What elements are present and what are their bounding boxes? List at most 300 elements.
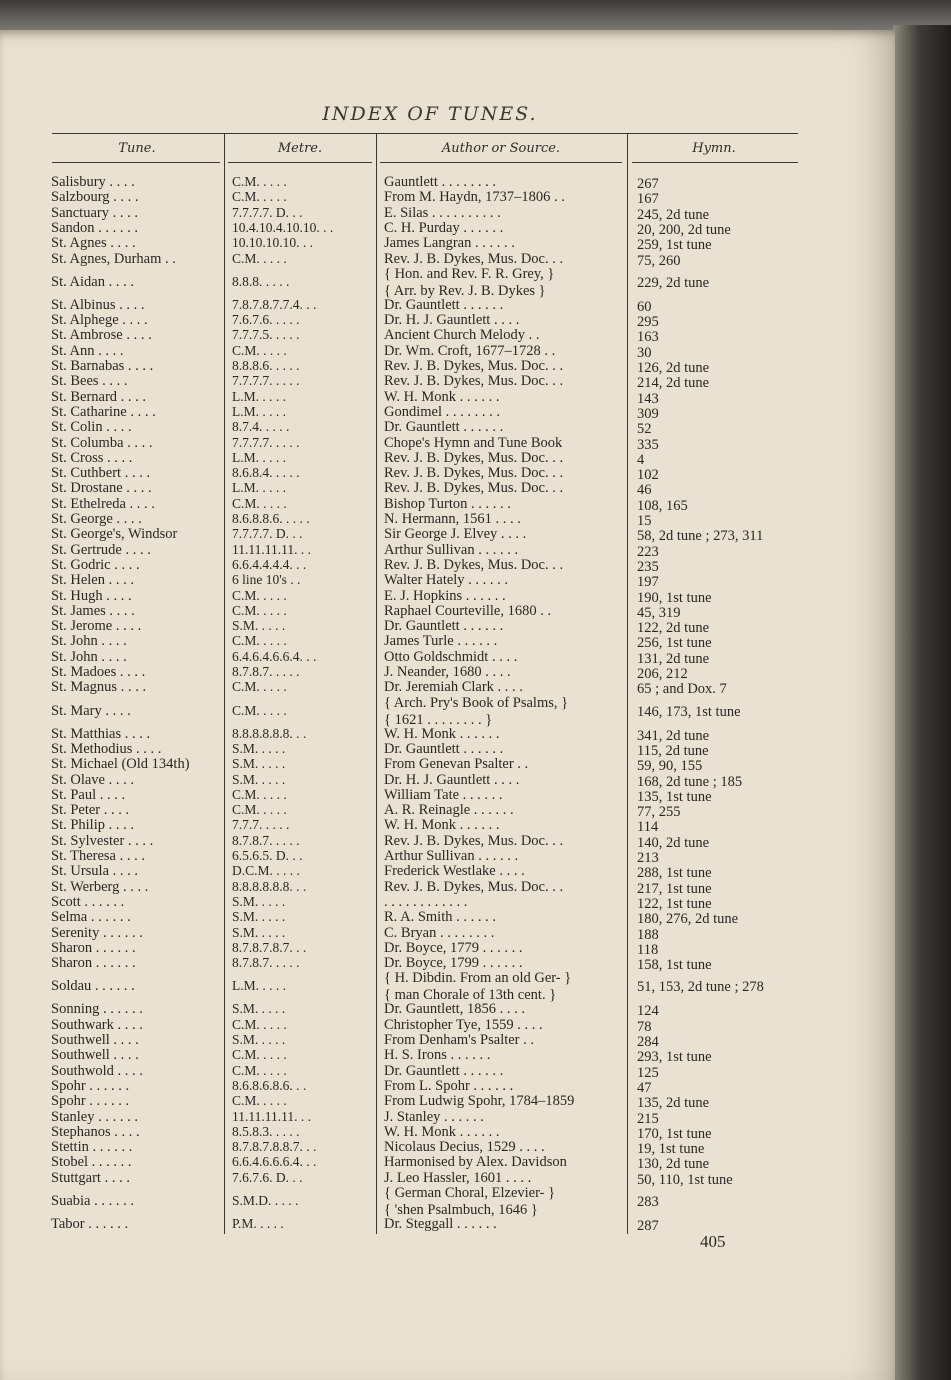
header-underline: [632, 162, 798, 163]
tune-metre: L.M. . . . .: [232, 480, 286, 496]
tune-source: Rev. J. B. Dykes, Mus. Doc. . .: [384, 480, 564, 497]
tune-source: Rev. J. B. Dykes, Mus. Doc. . .: [384, 832, 564, 849]
tune-source: James Langran . . . . . .: [384, 235, 515, 252]
table-row: [0, 480, 860, 499]
hymn-numbers: 309: [637, 405, 659, 422]
tune-source: J. Leo Hassler, 1601 . . . .: [384, 1169, 532, 1186]
tune-source: R. A. Smith . . . . . .: [384, 909, 496, 926]
hymn-numbers: 51, 153, 2d tune ; 278: [637, 979, 764, 996]
table-row: [0, 419, 860, 438]
tune-metre: C.M. . . . .: [232, 1062, 287, 1078]
table-row: [0, 1016, 860, 1035]
table-row: [0, 388, 860, 407]
table-row: [0, 1139, 860, 1158]
hymn-numbers: 267: [637, 176, 659, 192]
tune-source-line: { 1621 . . . . . . . . }: [384, 711, 493, 728]
table-row: [0, 694, 860, 728]
page-title: INDEX OF TUNES.: [322, 103, 538, 125]
tune-source: . . . . . . . . . . . .: [384, 893, 468, 910]
tune-metre: 8.7.8.7. . . . .: [232, 955, 300, 971]
tune-name: Sharon . . . . . .: [51, 955, 136, 972]
tune-name: St. Cross . . . .: [51, 449, 133, 466]
tune-metre: 6.5.6.5. D. . .: [232, 848, 303, 863]
hymn-numbers: 52: [637, 421, 652, 438]
hymn-numbers: 15: [637, 513, 652, 529]
tune-metre: 6.6.4.6.6.6.4. . .: [232, 1154, 317, 1170]
hymn-numbers: 122, 2d tune: [637, 620, 710, 637]
tune-metre: 8.7.8.7. . . . .: [232, 664, 300, 679]
table-row: [0, 572, 860, 591]
hymn-numbers: 223: [637, 543, 659, 560]
hymn-numbers: 126, 2d tune: [637, 360, 710, 376]
table-row: [0, 511, 860, 529]
tune-metre: C.M. . . . .: [232, 174, 287, 189]
hymn-numbers: 146, 173, 1st tune: [637, 703, 741, 720]
tune-metre: 11.11.11.11. . .: [232, 1108, 311, 1124]
table-row: [0, 1108, 860, 1127]
hymn-numbers: 45, 319: [637, 604, 681, 621]
tune-metre: 10.10.10.10. . .: [232, 235, 313, 251]
column-header-source: Author or Source.: [441, 141, 561, 156]
tune-metre: 11.11.11.11. . .: [232, 541, 311, 557]
table-row: [0, 373, 860, 392]
tune-source: Dr. H. J. Gauntlett . . . .: [384, 771, 520, 788]
tune-source: From M. Haydn, 1737–1806 . .: [384, 189, 565, 206]
hymn-numbers: 115, 2d tune: [637, 742, 709, 759]
tune-metre: 8.8.8. . . . .: [232, 273, 290, 289]
tune-name: St. Philip . . . .: [51, 817, 134, 834]
tune-metre: L.M. . . . .: [232, 388, 286, 404]
tune-source: Arthur Sullivan . . . . . .: [384, 848, 519, 864]
tune-name: St. Jerome . . . .: [51, 618, 142, 635]
tune-name: Spohr . . . . . .: [51, 1093, 130, 1110]
table-row: [0, 1077, 860, 1096]
tune-metre: C.M. . . . .: [232, 342, 287, 358]
table-row: [0, 1154, 860, 1173]
tune-metre: 6.4.6.4.6.6.4. . .: [232, 648, 317, 664]
hymn-numbers: 135, 2d tune: [637, 1095, 710, 1112]
table-row: [0, 1169, 860, 1188]
tune-source: Arthur Sullivan . . . . . .: [384, 541, 519, 558]
tune-source-line: { German Choral, Elzevier- }: [384, 1185, 556, 1201]
hymn-numbers: 19, 1st tune: [637, 1141, 705, 1158]
tune-source: J. Neander, 1680 . . . .: [384, 664, 511, 680]
tune-source: A. R. Reinagle . . . . . .: [384, 802, 514, 819]
tune-source: Rev. J. B. Dykes, Mus. Doc. . .: [384, 358, 564, 374]
table-row: [0, 893, 860, 912]
hymn-numbers: 118: [637, 941, 659, 958]
tune-source-line: { H. Dibdin. From an old Ger- }: [384, 970, 572, 987]
header-rule: [52, 133, 798, 134]
tune-metre: 6 line 10's . .: [232, 572, 301, 588]
tune-source-line: { Arch. Pry's Book of Psalms, }: [384, 694, 569, 711]
tune-source: H. S. Irons . . . . . .: [384, 1047, 491, 1064]
tune-source: From L. Spohr . . . . . .: [384, 1077, 514, 1094]
tune-name: St. Werberg . . . .: [51, 878, 149, 895]
tune-source: Bishop Turton . . . . . .: [384, 495, 511, 512]
tune-name: St. Godric . . . .: [51, 556, 140, 573]
hymn-numbers: 77, 255: [637, 804, 681, 821]
table-row: [0, 235, 860, 254]
tune-source: Dr. Wm. Croft, 1677–1728 . .: [384, 342, 556, 359]
tune-name: St. Catharine . . . .: [51, 403, 156, 420]
tune-name: St. Peter . . . .: [51, 802, 130, 819]
tune-name: St. Bees . . . .: [51, 373, 128, 390]
tune-source: Rev. J. B. Dykes, Mus. Doc. . .: [384, 373, 564, 390]
tune-source: Sir George J. Elvey . . . .: [384, 526, 527, 543]
tune-name: Sandon . . . . . .: [51, 219, 138, 236]
hymn-numbers: 214, 2d tune: [637, 375, 710, 392]
tune-source: Rev. J. B. Dykes, Mus. Doc. . .: [384, 878, 564, 895]
table-row: [0, 924, 860, 943]
tune-source-line: { man Chorale of 13th cent. }: [384, 987, 557, 1004]
tune-name: St. John . . . .: [51, 648, 127, 665]
tune-metre: C.M. . . . .: [232, 495, 287, 511]
tune-metre: 7.6.7.6. . . . .: [232, 312, 300, 328]
tune-metre: 8.8.8.8.8.8. . .: [232, 878, 307, 894]
column-header-hymn: Hymn.: [692, 141, 736, 156]
table-row: [0, 189, 860, 208]
tune-name: St. James . . . .: [51, 602, 135, 619]
tune-source-line: { Hon. and Rev. F. R. Grey, }: [384, 265, 555, 282]
hymn-numbers: 47: [637, 1079, 652, 1096]
tune-metre: 8.8.8.6. . . . .: [232, 358, 300, 373]
tune-name: St. Cuthbert . . . .: [51, 465, 151, 482]
table-row: [0, 878, 860, 897]
table-row: [0, 434, 860, 453]
tune-source: Dr. Boyce, 1779 . . . . . .: [384, 939, 523, 956]
tune-metre: S.M. . . . .: [232, 893, 286, 909]
table-row: [0, 786, 860, 805]
tune-name: St. George . . . .: [51, 511, 142, 527]
tune-metre: C.M. . . . .: [232, 679, 287, 695]
tune-source: From Genevan Psalter . .: [384, 756, 529, 773]
tune-source: Dr. Boyce, 1799 . . . . . .: [384, 955, 523, 972]
hymn-numbers: 188: [637, 926, 659, 943]
table-row: [0, 296, 860, 315]
hymn-numbers: 259, 1st tune: [637, 237, 712, 254]
hymn-numbers: 229, 2d tune: [637, 274, 710, 291]
table-row: [0, 832, 860, 851]
tune-metre: 7.7.7.7. D. . .: [232, 204, 303, 220]
hymn-numbers: 122, 1st tune: [637, 895, 712, 912]
tune-source: Gauntlett . . . . . . . .: [384, 174, 496, 190]
tune-source: Dr. Gauntlett . . . . . .: [384, 618, 504, 635]
tune-name: Stuttgart . . . .: [51, 1169, 130, 1186]
tune-source: E. J. Hopkins . . . . . .: [384, 587, 506, 604]
table-row: [0, 541, 860, 560]
tune-source: Frederick Westlake . . . .: [384, 863, 525, 880]
column-header-tune: Tune.: [118, 141, 156, 156]
tune-metre: S.M. . . . .: [232, 909, 286, 925]
tune-name: St. Methodius . . . .: [51, 740, 162, 757]
tune-name: St. Ursula . . . .: [51, 863, 138, 880]
tune-name: St. Ethelreda . . . .: [51, 495, 155, 512]
tune-name: Sonning . . . . . .: [51, 1001, 143, 1018]
hymn-numbers: 256, 1st tune: [637, 635, 712, 652]
tune-metre: 8.6.8.8.6. . . . .: [232, 511, 310, 526]
hymn-numbers: 170, 1st tune: [637, 1125, 712, 1142]
hymn-numbers: 143: [637, 390, 659, 407]
tune-metre: S.M. . . . .: [232, 1032, 286, 1047]
table-row: [0, 1062, 860, 1081]
table-row: [0, 756, 860, 775]
header-underline: [52, 162, 220, 163]
tune-name: Stobel . . . . . .: [51, 1154, 132, 1171]
tune-name: Stettin . . . . . .: [51, 1139, 133, 1156]
table-row: [0, 848, 860, 866]
tune-source: Chope's Hymn and Tune Book: [384, 434, 563, 451]
hymn-numbers: 59, 90, 155: [637, 758, 703, 775]
tune-name: St. Drostane . . . .: [51, 480, 152, 497]
hymn-numbers: 78: [637, 1018, 652, 1035]
page-number: 405: [700, 1232, 726, 1251]
tune-name: St. Theresa . . . .: [51, 848, 145, 864]
tune-metre: L.M. . . . .: [232, 978, 286, 994]
tune-name: St. Alphege . . . .: [51, 312, 148, 329]
tune-name: Scott . . . . . .: [51, 893, 125, 910]
tune-name: Southwell . . . .: [51, 1047, 139, 1064]
tune-name: St. Barnabas . . . .: [51, 358, 154, 374]
table-row: [0, 955, 860, 974]
tune-name: Southwold . . . .: [51, 1062, 143, 1079]
tune-metre: C.M. . . . .: [232, 1016, 287, 1032]
tune-source: Walter Hately . . . . . .: [384, 572, 509, 589]
tune-source: Otto Goldschmidt . . . .: [384, 648, 518, 665]
tune-name: St. Columba . . . .: [51, 434, 153, 451]
tune-metre: S.M. . . . .: [232, 771, 286, 787]
tune-source: W. H. Monk . . . . . .: [384, 817, 500, 834]
table-row: [0, 358, 860, 376]
tune-name: St. Sylvester . . . .: [51, 832, 154, 849]
table-row: [0, 648, 860, 667]
tune-source: Rev. J. B. Dykes, Mus. Doc. . .: [384, 449, 564, 466]
tune-name: Stanley . . . . . .: [51, 1108, 138, 1125]
tune-metre: S.M. . . . .: [232, 618, 286, 634]
table-row: [0, 204, 860, 223]
tune-source: Rev. J. B. Dykes, Mus. Doc. . .: [384, 250, 564, 267]
hymn-numbers: 65 ; and Dox. 7: [637, 681, 727, 698]
hymn-numbers: 50, 110, 1st tune: [637, 1171, 733, 1188]
tune-metre: 7.7.7.7. D. . .: [232, 526, 303, 542]
tune-name: Soldau . . . . . .: [51, 978, 135, 995]
tune-source: From Ludwig Spohr, 1784–1859: [384, 1093, 575, 1110]
tune-source: Gondimel . . . . . . . .: [384, 403, 500, 420]
book-spine: [893, 25, 951, 1380]
tune-name: St. John . . . .: [51, 633, 127, 650]
table-row: [0, 1047, 860, 1066]
table-row: [0, 526, 860, 545]
table-row: [0, 174, 860, 192]
tune-name: Southwark . . . .: [51, 1016, 143, 1033]
table-row: [0, 679, 860, 698]
hymn-numbers: 20, 200, 2d tune: [637, 221, 731, 238]
table-row: [0, 449, 860, 468]
tune-source: Dr. Jeremiah Clark . . . .: [384, 679, 523, 696]
hymn-numbers: 295: [637, 314, 659, 331]
hymn-numbers: 287: [637, 1218, 659, 1234]
table-row: [0, 250, 860, 269]
table-row: [0, 939, 860, 958]
tune-metre: S.M.D. . . . .: [232, 1193, 299, 1208]
tune-source: Raphael Courteville, 1680 . .: [384, 602, 552, 619]
tune-name: Salzbourg . . . .: [51, 189, 139, 206]
tune-source: J. Stanley . . . . . .: [384, 1108, 484, 1125]
table-row: [0, 1093, 860, 1112]
tune-source: E. Silas . . . . . . . . . .: [384, 204, 501, 221]
tune-name: St. Agnes, Durham . .: [51, 250, 176, 267]
table-row: [0, 587, 860, 606]
hymn-numbers: 168, 2d tune ; 185: [637, 773, 743, 790]
tune-source: [384, 266, 617, 300]
table-row: [0, 802, 860, 821]
tune-source: James Turle . . . . . .: [384, 633, 498, 650]
tune-source: William Tate . . . . . .: [384, 786, 503, 803]
column-header-metre: Metre.: [277, 141, 323, 156]
tune-source: Harmonised by Alex. Davidson: [384, 1154, 567, 1171]
hymn-numbers: 190, 1st tune: [637, 589, 712, 606]
tune-metre: C.M. . . . .: [232, 250, 287, 266]
tune-source: [384, 1185, 617, 1219]
tune-source: Dr. Gauntlett . . . . . .: [384, 296, 504, 313]
tune-metre: C.M. . . . .: [232, 786, 287, 802]
hymn-numbers: 46: [637, 482, 652, 499]
tune-source: From Denham's Psalter . .: [384, 1032, 535, 1048]
tune-metre: C.M. . . . .: [232, 602, 287, 618]
table-row: [0, 312, 860, 331]
tune-source: Rev. J. B. Dykes, Mus. Doc. . .: [384, 556, 564, 573]
hymn-numbers: 335: [637, 436, 659, 453]
tune-source-line: { 'shen Psalmbuch, 1646 }: [384, 1202, 538, 1218]
tune-source: Dr. H. J. Gauntlett . . . .: [384, 312, 520, 329]
tune-metre: L.M. . . . .: [232, 449, 286, 465]
tune-metre: P.M. . . . .: [232, 1216, 284, 1231]
table-row: [0, 970, 860, 1004]
tune-metre: 7.7.7.5. . . . .: [232, 327, 300, 343]
tune-source: Dr. Gauntlett . . . . . .: [384, 740, 504, 757]
table-row: [0, 265, 860, 299]
header-underline: [228, 162, 372, 163]
tune-name: St. Ambrose . . . .: [51, 327, 152, 344]
table-row: [0, 817, 860, 836]
table-row: [0, 403, 860, 422]
hymn-numbers: 58, 2d tune ; 273, 311: [637, 528, 764, 545]
hymn-numbers: 163: [637, 329, 659, 346]
hymn-numbers: 283: [637, 1194, 659, 1210]
tune-metre: 7.7.7.7. . . . .: [232, 373, 300, 389]
hymn-numbers: 4: [637, 451, 645, 468]
tune-name: Salisbury . . . .: [51, 174, 135, 190]
tune-metre: 10.4.10.4.10.10. . .: [232, 219, 334, 235]
tune-name: St. Hugh . . . .: [51, 587, 132, 604]
table-row: [0, 740, 860, 759]
table-row: [0, 495, 860, 514]
table-row: [0, 556, 860, 575]
tune-name: St. Ann . . . .: [51, 342, 124, 359]
hymn-numbers: 60: [637, 298, 652, 315]
tune-source: Dr. Gauntlett . . . . . .: [384, 419, 504, 436]
tune-source: Dr. Steggall . . . . . .: [384, 1216, 497, 1232]
hymn-numbers: 213: [637, 850, 659, 866]
tune-metre: C.M. . . . .: [232, 633, 287, 649]
tune-metre: 7.6.7.6. D. . .: [232, 1169, 303, 1185]
tune-source: Dr. Gauntlett . . . . . .: [384, 1062, 504, 1079]
hymn-numbers: 102: [637, 467, 659, 484]
tune-source: Nicolaus Decius, 1529 . . . .: [384, 1139, 545, 1156]
tune-name: St. Olave . . . .: [51, 771, 134, 788]
tune-metre: S.M. . . . .: [232, 756, 286, 772]
table-row: [0, 342, 860, 361]
tune-metre: C.M. . . . .: [232, 189, 287, 205]
table-row: [0, 633, 860, 652]
tune-source: N. Hermann, 1561 . . . .: [384, 511, 521, 527]
tune-metre: C.M. . . . .: [232, 1093, 287, 1109]
table-row: [0, 863, 860, 882]
tune-name: St. Paul . . . .: [51, 786, 126, 803]
table-row: [0, 1032, 860, 1050]
hymn-numbers: 284: [637, 1034, 659, 1050]
tune-name: Serenity . . . . . .: [51, 924, 143, 941]
tune-source: C. Bryan . . . . . . . .: [384, 924, 495, 941]
table-row: [0, 602, 860, 621]
tune-name: Tabor . . . . . .: [51, 1216, 129, 1232]
table-row: [0, 1216, 860, 1234]
tune-metre: 8.7.8.7. . . . .: [232, 832, 300, 848]
tune-name: St. Gertrude . . . .: [51, 541, 151, 558]
header-underline: [380, 162, 622, 163]
hymn-numbers: 180, 276, 2d tune: [637, 911, 739, 928]
table-row: [0, 771, 860, 790]
table-row: [0, 1123, 860, 1142]
tune-source: Christopher Tye, 1559 . . . .: [384, 1016, 543, 1033]
hymn-numbers: 217, 1st tune: [637, 880, 712, 897]
table-row: [0, 465, 860, 484]
tune-name: Spohr . . . . . .: [51, 1077, 130, 1094]
tune-metre: 8.7.8.7.8.7. . .: [232, 939, 307, 955]
tune-metre: 8.6.8.6.8.6. . .: [232, 1077, 307, 1093]
tune-name: Stephanos . . . .: [51, 1123, 140, 1140]
hymn-numbers: 288, 1st tune: [637, 865, 712, 882]
hymn-numbers: 206, 212: [637, 666, 688, 682]
table-row: [0, 1001, 860, 1020]
tune-source: W. H. Monk . . . . . .: [384, 725, 500, 742]
tune-name: St. Mary . . . .: [51, 702, 131, 719]
tune-metre: S.M. . . . .: [232, 740, 286, 756]
tune-name: Sharon . . . . . .: [51, 939, 136, 956]
tune-source: Ancient Church Melody . .: [384, 327, 540, 344]
hymn-numbers: 30: [637, 344, 652, 361]
hymn-numbers: 245, 2d tune: [637, 206, 710, 223]
tune-source: Rev. J. B. Dykes, Mus. Doc. . .: [384, 465, 564, 482]
hymn-numbers: 131, 2d tune: [637, 650, 710, 667]
table-row: [0, 618, 860, 637]
tune-metre: C.M. . . . .: [232, 802, 287, 818]
hymn-numbers: 341, 2d tune: [637, 727, 710, 744]
hymn-numbers: 167: [637, 191, 659, 208]
hymn-numbers: 75, 260: [637, 252, 681, 269]
tune-metre: D.C.M. . . . .: [232, 863, 300, 879]
table-row: [0, 1185, 860, 1218]
tune-name: St. Bernard . . . .: [51, 388, 147, 405]
tune-metre: 8.7.4. . . . .: [232, 419, 290, 435]
tune-name: Southwell . . . .: [51, 1032, 139, 1048]
tune-name: St. Madoes . . . .: [51, 664, 146, 680]
hymn-numbers: 140, 2d tune: [637, 834, 710, 851]
tune-name: Suabia . . . . . .: [51, 1193, 134, 1209]
tune-metre: C.M. . . . .: [232, 587, 287, 603]
hymn-numbers: 158, 1st tune: [637, 957, 712, 974]
tune-name: St. Michael (Old 134th): [51, 756, 190, 773]
